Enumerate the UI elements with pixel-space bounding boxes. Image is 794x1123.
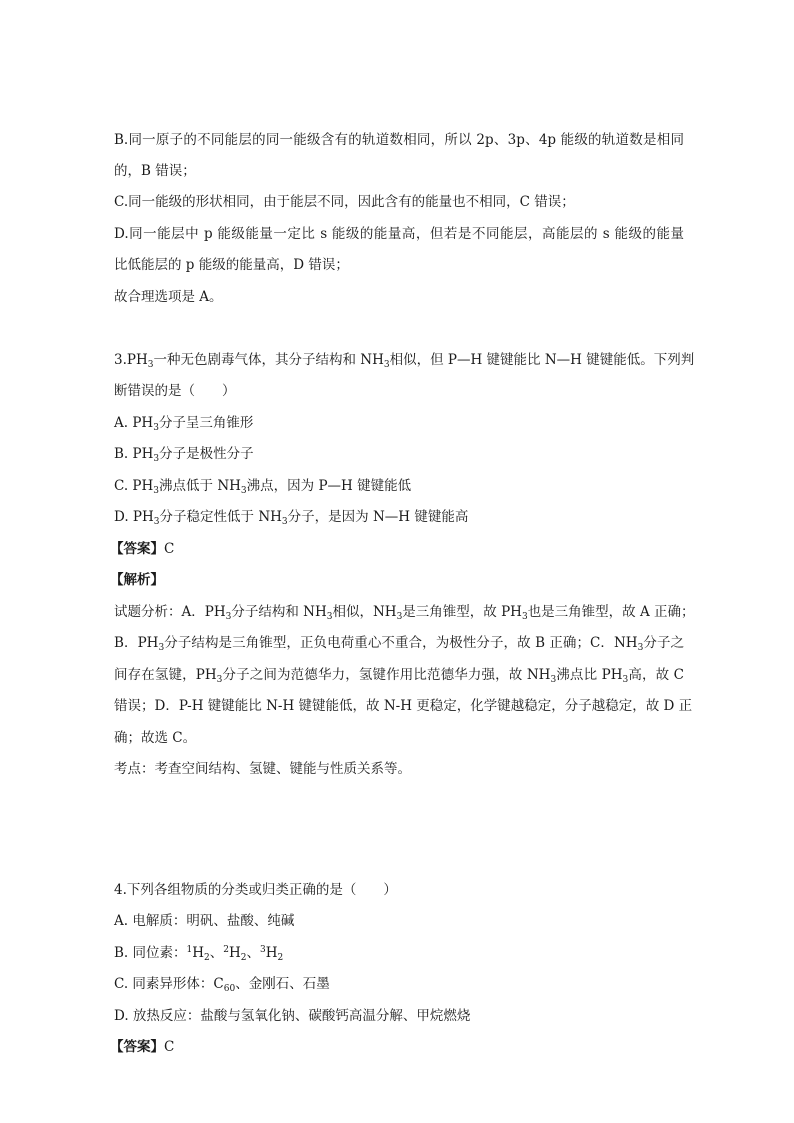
q3-analysis-line1: 试题分析：A．$PH_3$分子结构和 $NH_3$相似，$NH_3$是三角锥型，故 $PH_3$也是三角锥型，故 A 正确； bbox=[114, 604, 695, 622]
q3-option-b: B. $PH_3$分子是极性分子 bbox=[114, 446, 254, 464]
q2-option-d-explanation-line1: D.同一能层中 p 能级能量一定比 s 能级的能量高，但若是不同能层，高能层的 s 能级的能量 bbox=[114, 226, 684, 242]
q3-analysis-line3: 间存在氢键，$PH_3$分子之间为范德华力，氢键作用比范德华力强，故 $NH_3$沸点比 $PH_3$高，故 C bbox=[114, 667, 684, 685]
q3-option-c: C. $PH_3$沸点低于 $NH_3$沸点，因为 P—H 键键能低 bbox=[114, 478, 412, 496]
q4-option-c: C. 同素异形体：$C_{60}$、金刚石、石墨 bbox=[114, 976, 330, 994]
q3-answer: 【答案】C bbox=[110, 541, 175, 557]
q2-option-b-explanation-line2: 的，B 错误； bbox=[114, 163, 196, 179]
q3-analysis-label: 【解析】 bbox=[110, 572, 164, 588]
q2-option-c-explanation: C.同一能级的形状相同，由于能层不同，因此含有的能量也不相同，C 错误； bbox=[114, 194, 575, 210]
q4-option-b: B. 同位素：$^1H_2$、$^2H_2$、$^3H_2$ bbox=[114, 945, 284, 963]
q3-stem-line1: $3.PH_3$一种无色剧毒气体，其分子结构和 $NH_3$相似，但 P—H 键键能比 N—H 键键能低。下列判 bbox=[114, 352, 695, 370]
q4-option-d: D. 放热反应：盐酸与氢氧化钠、碳酸钙高温分解、甲烷燃烧 bbox=[114, 1008, 471, 1024]
q3-kaodian: 考点：考查空间结构、氢键、键能与性质关系等。 bbox=[114, 761, 411, 777]
q3-option-d: D. $PH_3$分子稳定性低于 $NH_3$分子，是因为 N—H 键键能高 bbox=[114, 509, 469, 527]
q3-analysis-line4: 错误；D．P-H 键键能比 N-H 键键能低，故 N-H 更稳定，化学键越稳定，分子越稳定，故 D 正 bbox=[114, 698, 693, 714]
q2-option-b-explanation-line1: B.同一原子的不同能层的同一能级含有的轨道数相同，所以 2p、3p、4p 能级的轨道数是相同 bbox=[114, 132, 684, 148]
q4-option-a: A. 电解质：明矾、盐酸、纯碱 bbox=[114, 913, 295, 929]
q3-option-a: A. $PH_3$分子呈三角锥形 bbox=[114, 415, 254, 433]
q4-answer: 【答案】C bbox=[110, 1039, 175, 1055]
q3-analysis-line2: B．$PH_3$分子结构是三角锥型，正负电荷重心不重合，为极性分子，故 B 正确；C．$NH_3$分子之 bbox=[114, 635, 685, 653]
q3-analysis-line5: 确；故选 C。 bbox=[114, 730, 197, 746]
q2-conclusion: 故合理选项是 A。 bbox=[114, 289, 223, 305]
q3-stem-line2: 断错误的是（ ） bbox=[114, 383, 236, 399]
q4-stem: 4.下列各组物质的分类或归类正确的是（ ） bbox=[114, 882, 397, 898]
q2-option-d-explanation-line2: 比低能层的 p 能级的能量高，D 错误； bbox=[114, 257, 349, 273]
